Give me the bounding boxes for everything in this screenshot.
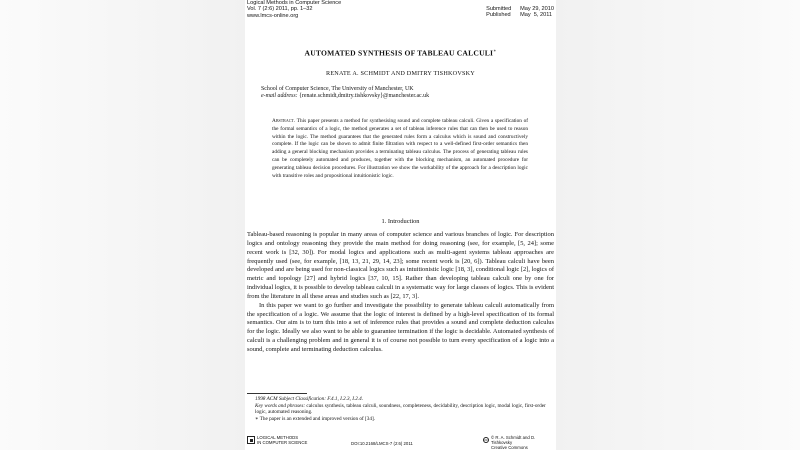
paragraph: Tableau-based reasoning is popular in many areas of computer science and various branches of logic. For description logics and ontology reasoning they provide the main method for doing reasoning (see, for example, [5, 24]; some recent work is [32, 30]). For modal logics and applications such as multi-agent systems tableau approaches are frequently used (see, for example, [18, 13, 21, 29, 14, 23]; some recent work is [20, 6]). Tableau calculi have been developed and are being used for non-classical logics such as intuitionistic logic [18, 3], conditional logic [2], logics of metric and topology [27] and hybrid logics [37, 10, 15]. Rather than developing tableau calculi one by one for individual logics, it is possible to develop tableau calculi in a systematic way for large classes of logics. This is evident from the literature in all these areas and studies such as [22, 17, 3].: [247, 231, 554, 300]
doi: DOI:10.2168/LMCS-7 (2:6) 2011: [351, 441, 413, 446]
abstract-label: Abstract.: [272, 118, 296, 124]
email-address: {renate.schmidt,dmitry.tishkovsky}@manchester.ac.uk: [299, 93, 430, 99]
footnotes: [247, 396, 554, 422]
section-heading: 1. Introduction: [381, 218, 420, 225]
dates-header: [486, 6, 554, 19]
lmcs-line-1: LOGICAL METHODS: [257, 435, 299, 440]
journal-website: www.lmcs-online.org: [247, 12, 299, 19]
affiliation: [261, 86, 429, 100]
title-footnote-mark: ∗: [493, 48, 497, 53]
journal-header: [247, 0, 341, 19]
star-footnote: ∗ The paper is an extended and improved version of [34].: [255, 415, 375, 422]
lmcs-line-2: IN COMPUTER SCIENCE: [257, 439, 308, 445]
submitted-date: May 29, 2010: [520, 6, 554, 12]
keywords: calculus synthesis, tableau calculi, soundness, completeness, decidability, description logic, modal logic, first-order logic, automated reasoning.: [255, 402, 546, 416]
copyright: [491, 436, 554, 450]
journal-name: Logical Methods in Computer Science: [247, 0, 342, 6]
journal-volume: Vol. 7 (2:6) 2011, pp. 1–32: [247, 6, 313, 13]
page-footer: [247, 436, 554, 450]
published-label: Published: [486, 12, 511, 19]
abstract-text: This paper presents a method for synthesising sound and complete tableau calculi. Given a specification of the formal semantics of a logic, the method generates a set of tableau inference rules that can then be used to reason within the logic. The method guarantees that the generated rules form a calculus which is sound and constructively complete. If the logic can be shown to admit finite filtration with respect to a well-defined first-order semantics then adding a general blocking mechanism provides a terminating tableau calculus. The process of generating tableau rules can be completely automated and produces, together with the blocking mechanism, an automated procedure for generating tableau decision procedures. For illustration we show the workability of the approach for a description logic with transitive roles and propositional intuitionistic logic.: [272, 118, 529, 179]
copyright-holders: © R. A. Schmidt and D. Tishkovsky: [491, 435, 536, 445]
email-label: e-mail address:: [261, 93, 298, 99]
license: Creative Commons: [491, 444, 528, 450]
paragraph: In this paper we want to go further and investigate the possibility to generate tableau calculi automatically from the specification of a logic. We assume that the logic of interest is defined by a high-level specification of its formal semantics. Our aim is to turn this into a set of inference rules that provides a sound and complete deduction calculus for the logic. Ideally we also want to be able to guarantee termination if the logic is decidable. Automated synthesis of calculi is a challenging problem and in general it is of course not possible to turn every specification of a logic into a sound, complete and terminating deduction calculus.: [247, 301, 554, 353]
left-margin: [0, 0, 245, 450]
paper-authors: RENATE A. SCHMIDT AND DMITRY TISHKOVSKY: [326, 70, 475, 77]
lmcs-logo-icon: [247, 436, 255, 444]
paper-page: [245, 0, 556, 450]
submitted-label: Submitted: [486, 6, 512, 12]
paper-title: [245, 48, 556, 58]
creative-commons-icon: cc: [484, 438, 488, 442]
footnote-rule: [247, 393, 307, 394]
right-margin: [555, 0, 800, 450]
paper-title-text: AUTOMATED SYNTHESIS OF TABLEAU CALCULI: [304, 48, 494, 58]
body-text: [247, 231, 554, 355]
abstract: [272, 118, 528, 180]
acm-classification: 1998 ACM Subject Classification: F.4.1, I.2.3, I.2.4.: [255, 396, 364, 402]
published-date: May 5, 2011: [520, 12, 553, 19]
affiliation-school: School of Computer Science, The University of Manchester, UK: [261, 86, 414, 92]
lmcs-wordmark: [257, 436, 307, 446]
keywords-label: Key words and phrases:: [255, 402, 306, 409]
